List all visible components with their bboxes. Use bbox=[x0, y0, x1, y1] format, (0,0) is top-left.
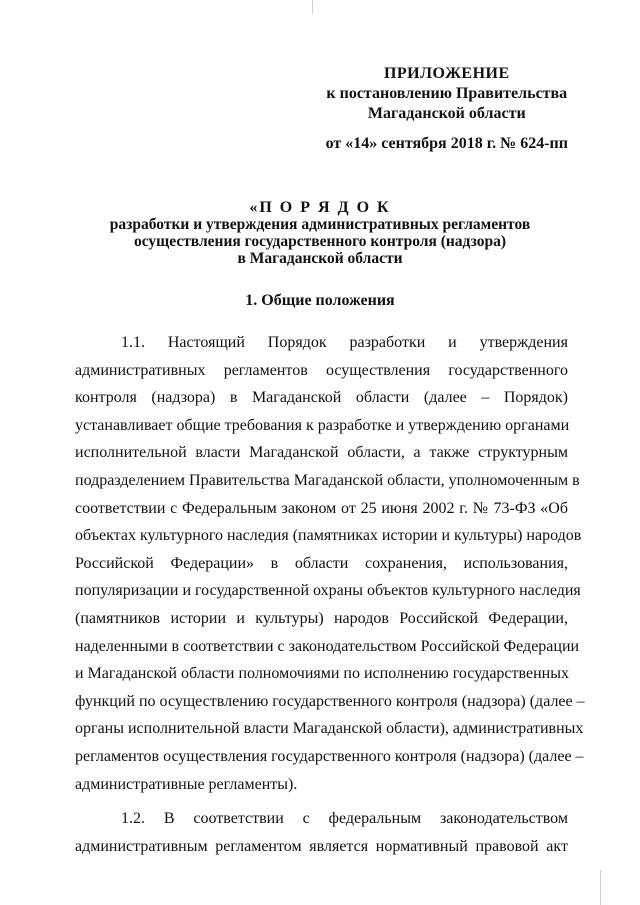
word: нормативный bbox=[375, 837, 468, 855]
word: в bbox=[270, 554, 279, 572]
word: в bbox=[229, 389, 238, 407]
document-title-main: «П О Р Я Д О К bbox=[249, 199, 391, 216]
appendix-line: к постановлению Правительства bbox=[326, 85, 568, 102]
word: Федерации» bbox=[170, 554, 255, 572]
word: акт bbox=[546, 837, 568, 855]
text-line: функций по осуществлению государственного контроля (надзора) (далее – bbox=[75, 692, 585, 710]
word: и bbox=[448, 334, 457, 351]
word: 1.2. bbox=[121, 810, 145, 828]
word: правовой bbox=[475, 837, 539, 855]
scan-mark bbox=[600, 870, 601, 905]
word: с bbox=[302, 810, 310, 828]
text-line: объектах культурного наследия (памятниках истории и культуры) народов bbox=[75, 527, 582, 545]
body-text bbox=[75, 329, 585, 860]
word: Настоящий bbox=[167, 334, 245, 351]
word: контроля bbox=[75, 389, 137, 407]
appendix-block bbox=[326, 64, 568, 154]
text-line: подразделением Правительства Магаданской области, уполномоченным в bbox=[75, 471, 580, 489]
word: государственного bbox=[448, 361, 568, 379]
word: В bbox=[163, 810, 175, 828]
word: использования, bbox=[463, 554, 568, 572]
word: административных bbox=[75, 361, 206, 379]
word: административным bbox=[75, 837, 208, 855]
word: регламентов bbox=[223, 361, 308, 379]
word: Порядок bbox=[267, 334, 327, 351]
word: соответствии bbox=[193, 810, 284, 828]
word: 1.1. bbox=[121, 334, 145, 351]
scan-mark bbox=[312, 0, 313, 14]
word: осуществления bbox=[325, 361, 431, 379]
word: регламентом bbox=[215, 837, 302, 855]
text-line: соответствии с Федеральным законом от 25 июня 2002 г. № 73-ФЗ «Об bbox=[75, 499, 568, 517]
word: (надзора) bbox=[151, 389, 216, 407]
word: утверждения bbox=[479, 334, 568, 351]
word: Порядок) bbox=[503, 389, 568, 407]
word: федеральным bbox=[328, 810, 422, 828]
word: является bbox=[309, 837, 369, 855]
text-line: регламентов осуществления государственного контроля (надзора) (далее – bbox=[75, 747, 584, 765]
word: (далее bbox=[423, 389, 467, 407]
word: разработки bbox=[349, 334, 426, 351]
paragraph-gap bbox=[75, 798, 568, 805]
word: Магаданской bbox=[251, 389, 342, 407]
text-line: наделенными в соответствии с законодательством Российской Федерации bbox=[75, 637, 580, 655]
word: области bbox=[355, 389, 410, 407]
section-heading: 1. Общие положения bbox=[245, 292, 395, 309]
document-title-line: разработки и утверждения административных регламентов bbox=[109, 216, 531, 233]
appendix-date: от «14» сентября 2018 г. № 624-пп bbox=[325, 135, 568, 152]
text-line: административные регламенты). bbox=[75, 775, 298, 793]
text-line bbox=[75, 329, 568, 357]
text-line bbox=[75, 805, 568, 833]
document-title-line: в Магаданской области bbox=[237, 250, 403, 267]
text-line bbox=[75, 384, 568, 412]
text-line bbox=[75, 833, 568, 861]
text-line: исполнительной власти Магаданской области, а также структурным bbox=[75, 444, 568, 462]
document-title bbox=[0, 199, 640, 267]
text-line: популяризации и государственной охраны объектов культурного наследия bbox=[75, 582, 581, 600]
word: области bbox=[294, 554, 349, 572]
word: законодательством bbox=[439, 810, 568, 828]
text-line: и Магаданской области полномочиями по исполнению государственных bbox=[75, 665, 569, 683]
word: Российской bbox=[75, 554, 154, 572]
text-line: устанавливает общие требования к разработке и утверждению органами bbox=[75, 416, 570, 434]
text-line: (памятников истории и культуры) народов Российской Федерации, bbox=[75, 609, 568, 627]
text-line bbox=[75, 550, 568, 578]
word: сохранения, bbox=[364, 554, 447, 572]
appendix-line: Магаданской области bbox=[367, 105, 526, 122]
text-line bbox=[75, 357, 568, 385]
text-line: органы исполнительной власти Магаданской области), административных bbox=[75, 720, 584, 738]
word: – bbox=[481, 389, 490, 407]
document-title-line: осуществления государственного контроля (надзора) bbox=[133, 233, 506, 250]
appendix-title: ПРИЛОЖЕНИЕ bbox=[383, 65, 510, 82]
